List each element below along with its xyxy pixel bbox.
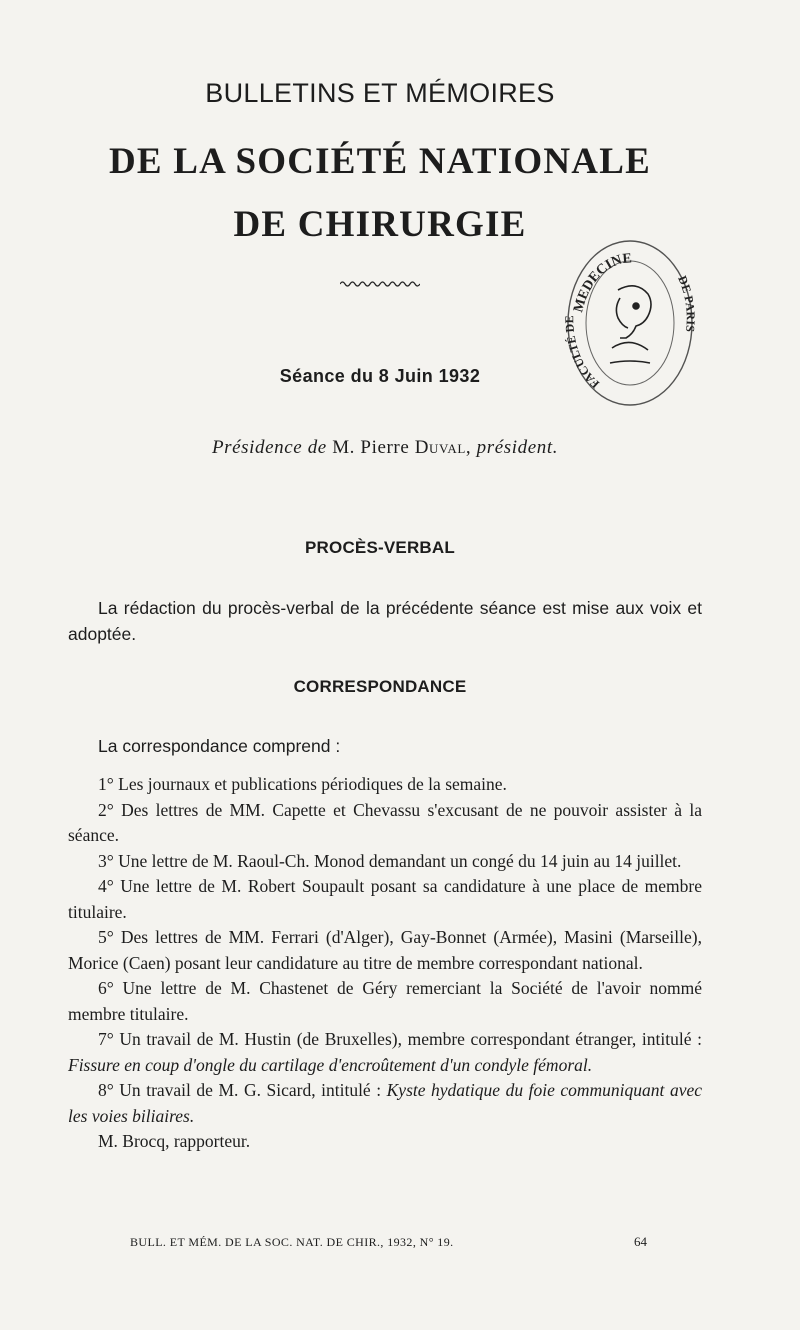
svg-text:MEDECINE	[571, 251, 632, 314]
page-number: 64	[634, 1234, 647, 1249]
correspondance-intro: La correspondance comprend :	[98, 736, 341, 756]
list-item: 2° Des lettres de MM. Capette et Chevassu s'excusant de ne pouvoir assister à la séance.	[68, 799, 702, 845]
society-title-line2: DE CHIRURGIE	[233, 204, 527, 245]
rapporteur-line: M. Brocq, rapporteur.	[98, 1131, 251, 1151]
list-item	[68, 1027, 702, 1078]
presidence-suffix: président.	[476, 437, 559, 458]
list-item: 6° Une lettre de M. Chastenet de Géry remerciant la Société de l'avoir nommé membre titulaire.	[68, 978, 702, 1024]
journal-title: BULLETINS ET MÉMOIRES	[205, 78, 555, 108]
item7-text: 7° Un travail de M. Hustin (de Bruxelles), membre correspondant étranger, intitulé :	[98, 1029, 702, 1049]
stamp-text-top: MEDECINE	[571, 251, 633, 315]
president-last-name: Duval	[414, 437, 466, 458]
presidence-prefix: Présidence de	[211, 437, 327, 458]
svg-text:DE PARIS	[675, 274, 698, 333]
list-item	[68, 1078, 702, 1129]
list-item: 5° Des lettres de MM. Ferrari (d'Alger), Gay-Bonnet (Armée), Masini (Marseille), Morice (Caen) posant leur candidature au titre de membre correspondant national.	[68, 927, 702, 973]
stamp-text-right: DE PARIS	[675, 273, 698, 333]
correspondance-list	[68, 772, 702, 1155]
item8-title: Kyste hydatique du foie communiquant avec les voies biliaires.	[68, 1080, 702, 1126]
presidence-line: Présidence de M. Pierre Duval, président.	[211, 437, 559, 458]
item8-text: 8° Un travail de M. G. Sicard, intitulé :	[98, 1080, 387, 1100]
stamp-portrait-icon	[610, 286, 651, 363]
list-item: 4° Une lettre de M. Robert Soupault posant sa candidature à une place de membre titulaire.	[68, 876, 702, 922]
list-item: 1° Les journaux et publications périodiques de la semaine.	[98, 774, 507, 794]
wavy-ornament-divider	[340, 279, 420, 289]
correspondance-heading: CORRESPONDANCE	[293, 677, 467, 696]
footer-citation: BULL. ET MÉM. DE LA SOC. NAT. DE CHIR., 1932, N° 19.	[130, 1235, 454, 1249]
seance-date: Séance du 8 Juin 1932	[279, 366, 481, 386]
society-title-line1: DE LA SOCIÉTÉ NATIONALE	[109, 141, 651, 182]
proces-verbal-heading: PROCÈS-VERBAL	[305, 538, 455, 557]
list-item: 3° Une lettre de M. Raoul-Ch. Monod demandant un congé du 14 juin au 14 juillet.	[98, 850, 682, 871]
president-first-name: Pierre	[360, 437, 410, 458]
item7-title: Fissure en coup d'ongle du cartilage d'encroûtement d'un condyle fémoral.	[68, 1054, 593, 1075]
proces-verbal-text: La rédaction du procès-verbal de la précédente séance est mise aux voix et adoptée.	[68, 598, 702, 644]
stamp-text-left: FACULTÉ DE	[562, 315, 603, 392]
presidence-title: M.	[332, 437, 356, 458]
